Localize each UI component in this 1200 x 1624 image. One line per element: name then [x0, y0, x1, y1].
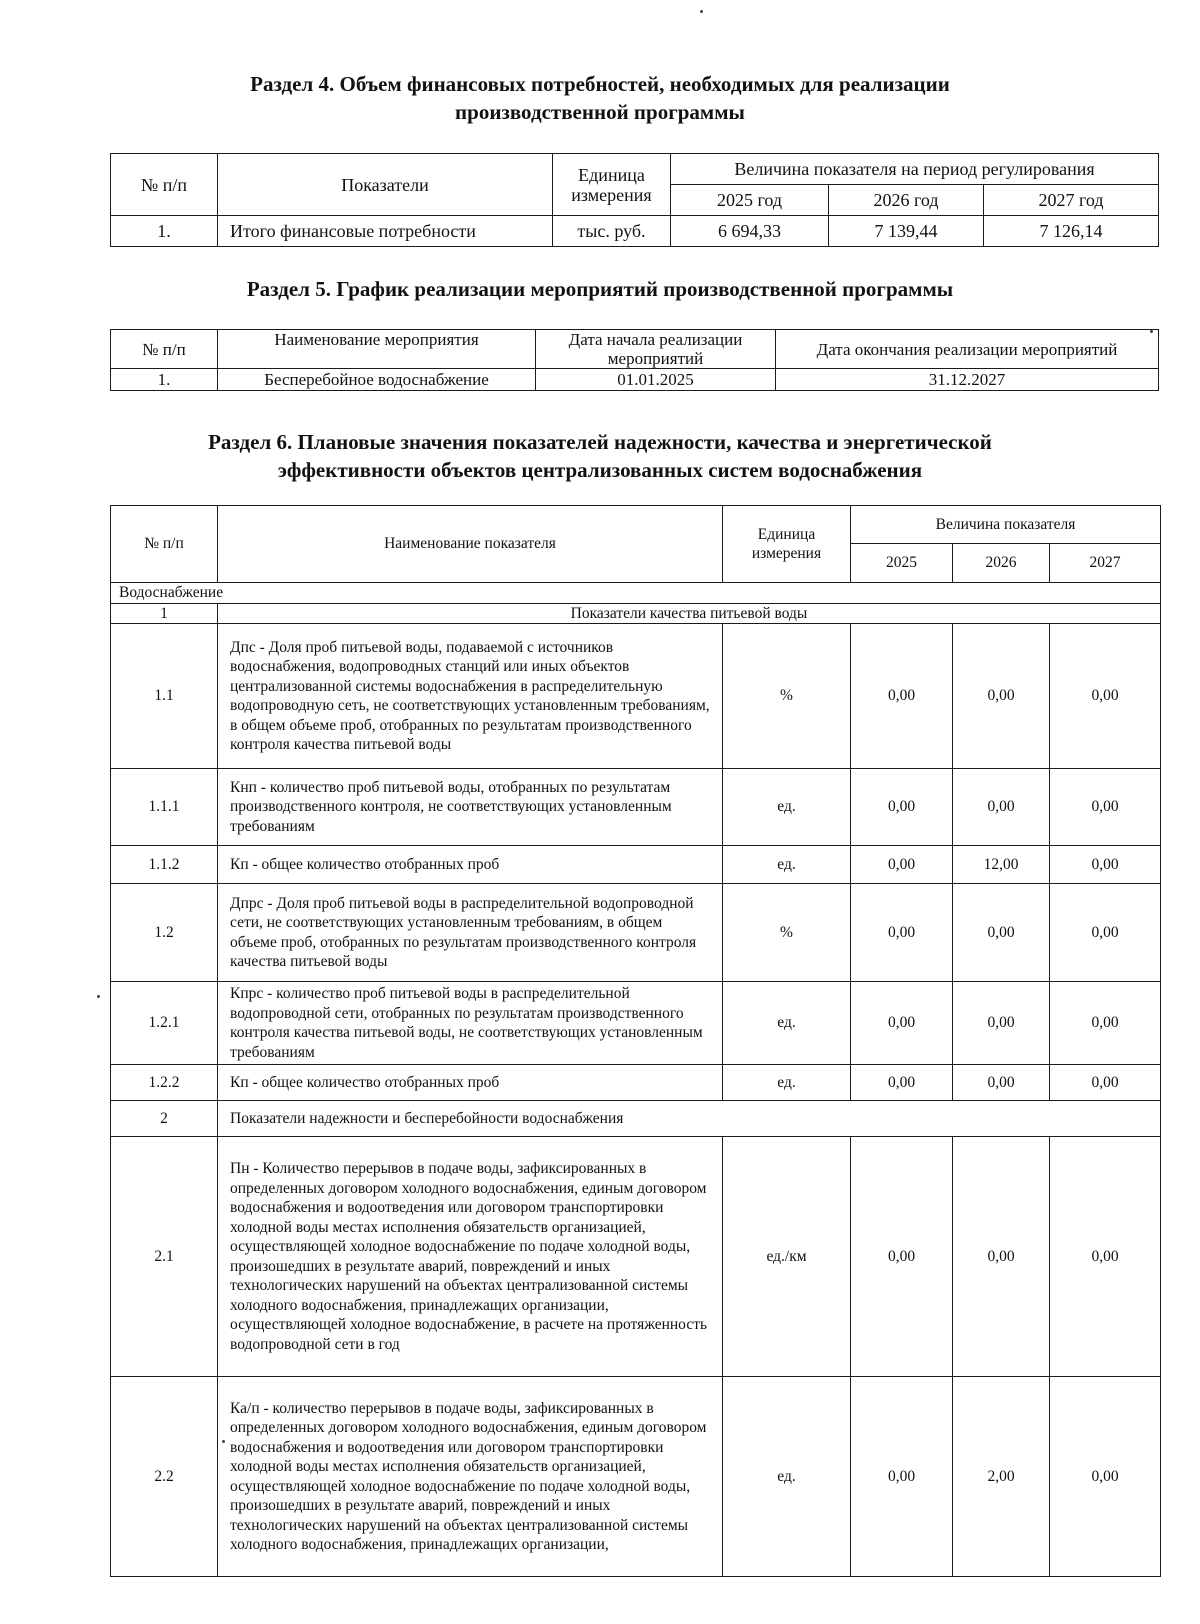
header-period: Величина показателя на период регулирования: [671, 154, 1159, 185]
table-header-row: [111, 330, 1159, 369]
row-start: 01.01.2025: [536, 369, 776, 391]
header-year: 2025: [851, 544, 953, 583]
row-name: Кпрс - количество проб питьевой воды в распределительной водопроводной сети, отобранных по результатам производственного контроля качества питьевой воды, не соответствующих установленным требованиям: [218, 982, 723, 1065]
row-value: 0,00: [953, 884, 1050, 982]
scan-speck: [97, 995, 100, 998]
category-name: Показатели качества питьевой воды: [218, 603, 1161, 624]
scan-speck: [222, 1440, 225, 1443]
row-value: 0,00: [953, 624, 1050, 769]
row-value: 0,00: [1050, 1065, 1161, 1101]
row-value: 2,00: [953, 1377, 1050, 1577]
row-unit: %: [723, 884, 851, 982]
row-name: Кнп - количество проб питьевой воды, отобранных по результатам производственного контроля, не соответствующих установленным требованиям: [218, 769, 723, 846]
row-value: 7 139,44: [829, 216, 984, 247]
row-value: 0,00: [953, 769, 1050, 846]
row-unit: ед./км: [723, 1137, 851, 1377]
section5-title: Раздел 5. График реализации мероприятий производственной программы: [246, 277, 954, 301]
row-name: Кп - общее количество отобранных проб: [218, 1065, 723, 1101]
header-year: 2027 год: [984, 185, 1159, 216]
row-unit: тыс. руб.: [553, 216, 671, 247]
category-name: Показатели надежности и бесперебойности водоснабжения: [218, 1101, 1161, 1137]
header-year: 2026: [953, 544, 1050, 583]
row-num: 1.: [111, 216, 218, 247]
table-row: [111, 769, 1161, 846]
section6-title: [0, 428, 1200, 484]
header-num: № п/п: [111, 330, 218, 369]
scan-speck: [1150, 330, 1153, 333]
row-name: Кп - общее количество отобранных проб: [218, 846, 723, 884]
row-value: 0,00: [1050, 1377, 1161, 1577]
table-row: [111, 1065, 1161, 1101]
table-header-row: [111, 154, 1159, 185]
header-name: Наименование показателя: [218, 506, 723, 583]
row-value: 0,00: [1050, 982, 1161, 1065]
row-num: 1.1: [111, 624, 218, 769]
row-value: 0,00: [851, 769, 953, 846]
header-unit-line2: измерения: [571, 184, 652, 205]
table-row: [111, 624, 1161, 769]
row-value: 7 126,14: [984, 216, 1159, 247]
section4-title: [0, 70, 1200, 126]
row-value: 0,00: [851, 1137, 953, 1377]
header-start: Дата начала реализации мероприятий: [536, 330, 776, 369]
row-num: 1: [111, 603, 218, 624]
section4-title-line1: Раздел 4. Объем финансовых потребностей, необходимых для реализации: [250, 72, 950, 96]
row-unit: ед.: [723, 982, 851, 1065]
header-name: Наименование мероприятия: [218, 330, 536, 369]
group-label: Водоснабжение: [111, 583, 1161, 604]
row-value: 0,00: [1050, 1137, 1161, 1377]
row-num: 1.1.2: [111, 846, 218, 884]
header-unit-line1: Единица: [578, 164, 645, 185]
row-unit: ед.: [723, 769, 851, 846]
row-unit: ед.: [723, 1377, 851, 1577]
indicators-table: [110, 505, 1161, 1577]
section6-title-line1: Раздел 6. Плановые значения показателей надежности, качества и энергетической: [208, 430, 992, 454]
row-name: Ка/п - количество перерывов в подаче воды, зафиксированных в определенных договором холодного водоснабжения, единым договором водоснабжения и водоотведения или договором транспортировки холодной воды местах исполнения обязательств организацией, осуществляющей холодное водоснабжение по подаче холодной воды, произошедших в результате аварий, повреждений и иных технологических нарушений на объектах централизованной системы холодного водоснабжения, принадлежащих организации,: [218, 1377, 723, 1577]
row-value: 0,00: [1050, 884, 1161, 982]
row-name: Пн - Количество перерывов в подаче воды, зафиксированных в определенных договором холодного водоснабжения, единым договором водоснабжения и водоотведения или договором транспортировки холодной воды местах исполнения обязательств организацией, осуществляющей холодное водоснабжение по подаче холодной воды, произошедших в результате аварий, повреждений и иных технологических нарушений на объектах централизованной системы холодного водоснабжения, принадлежащих организации, осуществляющей холодное водоснабжение, в расчете на протяженность водопроводной сети в год: [218, 1137, 723, 1377]
schedule-table: [110, 329, 1159, 391]
header-indicator: Показатели: [218, 154, 553, 216]
table-row: [111, 846, 1161, 884]
row-num: 1.1.1: [111, 769, 218, 846]
scan-speck: [700, 10, 703, 13]
table-header-row: [111, 506, 1161, 544]
row-value: 0,00: [851, 982, 953, 1065]
row-value: 6 694,33: [671, 216, 829, 247]
row-num: 1.2.1: [111, 982, 218, 1065]
row-num: 2: [111, 1101, 218, 1137]
row-value: 12,00: [953, 846, 1050, 884]
row-num: 2.1: [111, 1137, 218, 1377]
row-unit: %: [723, 624, 851, 769]
table-row: [111, 1137, 1161, 1377]
row-end: 31.12.2027: [776, 369, 1159, 391]
header-unit: [553, 154, 671, 216]
category-row: [111, 1101, 1161, 1137]
header-value: Величина показателя: [851, 506, 1161, 544]
row-value: 0,00: [953, 1065, 1050, 1101]
row-unit: ед.: [723, 846, 851, 884]
row-value: 0,00: [1050, 846, 1161, 884]
table-row: [111, 884, 1161, 982]
row-name: Бесперебойное водоснабжение: [218, 369, 536, 391]
section4-title-line2: производственной программы: [455, 100, 745, 124]
row-num: 1.2: [111, 884, 218, 982]
row-num: 1.: [111, 369, 218, 391]
row-value: 0,00: [851, 846, 953, 884]
financial-needs-table: [110, 153, 1159, 247]
header-num: № п/п: [111, 154, 218, 216]
row-name: Итого финансовые потребности: [218, 216, 553, 247]
row-value: 0,00: [953, 982, 1050, 1065]
header-year: 2026 год: [829, 185, 984, 216]
section6-title-line2: эффективности объектов централизованных систем водоснабжения: [277, 458, 923, 482]
row-value: 0,00: [851, 1377, 953, 1577]
table-row: [111, 216, 1159, 247]
row-value: 0,00: [851, 884, 953, 982]
row-value: 0,00: [953, 1137, 1050, 1377]
category-row: [111, 603, 1161, 624]
row-value: 0,00: [1050, 769, 1161, 846]
row-num: 2.2: [111, 1377, 218, 1577]
row-name: Дпрс - Доля проб питьевой воды в распределительной водопроводной сети, не соответствующих установленным требованиям, в общем объеме проб, отобранных по результатам производственного контроля качества питьевой воды: [218, 884, 723, 982]
header-year: 2027: [1050, 544, 1161, 583]
header-num: № п/п: [111, 506, 218, 583]
row-unit: ед.: [723, 1065, 851, 1101]
header-year: 2025 год: [671, 185, 829, 216]
row-value: 0,00: [851, 624, 953, 769]
row-num: 1.2.2: [111, 1065, 218, 1101]
row-value: 0,00: [1050, 624, 1161, 769]
row-value: 0,00: [851, 1065, 953, 1101]
row-name: Дпс - Доля проб питьевой воды, подаваемой с источников водоснабжения, водопроводных станций или иных объектов централизованной системы водоснабжения в распределительную водопроводную сеть, не соответствующих установленным требованиям, в общем объеме проб, отобранных по результатам производственного контроля качества питьевой воды: [218, 624, 723, 769]
table-row: [111, 1377, 1161, 1577]
header-unit: Единица измерения: [723, 506, 851, 583]
table-row: [111, 982, 1161, 1065]
header-end: Дата окончания реализации мероприятий: [776, 330, 1159, 369]
group-row: [111, 583, 1161, 604]
table-row: [111, 369, 1159, 391]
